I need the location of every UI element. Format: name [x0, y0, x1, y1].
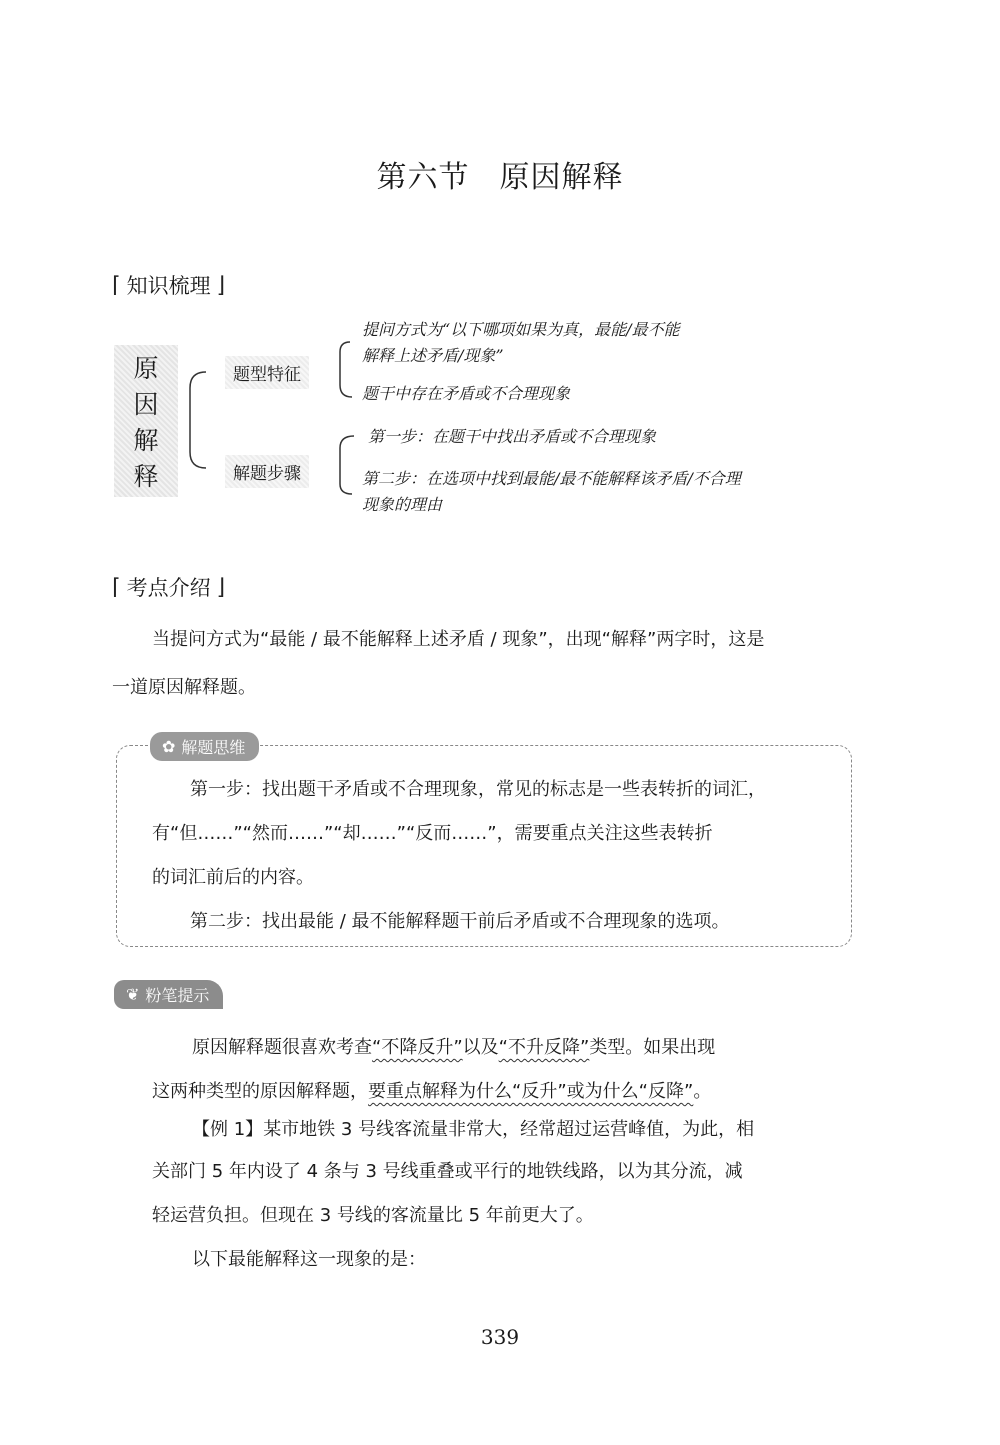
example-text: 某市地铁 3 号线客流量非常大，经常超过运营峰值，为此，相 [263, 1119, 755, 1140]
leaf-line: 提问方式为“以下哪项如果为真，最能/最不能 [362, 320, 680, 339]
example-label: 【例 1】 [192, 1119, 264, 1140]
exam-point-heading-text: 考点介绍 [126, 576, 211, 600]
mindmap-leaf-contradiction: 题干中存在矛盾或不合理现象 [362, 384, 571, 403]
mindmap-root-char: 解 [133, 426, 159, 455]
tip-line1 [192, 1028, 715, 1068]
section-number: 第六节 [376, 160, 470, 195]
exam-point-line2: 一道原因解释题。 [112, 677, 256, 698]
mindmap-root-char: 释 [133, 462, 159, 491]
thinking-tag-label: 解题思维 [181, 738, 246, 757]
exam-point-heading [112, 572, 225, 602]
mindmap-root-char: 因 [133, 390, 159, 419]
leaf-line: 解释上述矛盾/现象” [362, 346, 504, 365]
bracket-left-icon: ⌈ [112, 574, 121, 600]
example-line2: 关部门 5 年内设了 4 条与 3 号线重叠或平行的地铁线路，以为其分流，减 [152, 1161, 743, 1182]
mindmap-root-char: 原 [133, 354, 159, 383]
tip-text: 。 [693, 1081, 712, 1102]
bracket-right-icon: ⌋ [216, 272, 226, 298]
thinking-step2: 第二步：找出最能 / 最不能解释题干前后矛盾或不合理现象的选项。 [190, 911, 730, 932]
chalk-tip-tag [114, 980, 223, 1009]
leaf-line: 第二步：在选项中找到最能/最不能解释该矛盾/不合理 [362, 469, 741, 488]
sprout-icon: ❦ [126, 985, 140, 1004]
thinking-step1-line1: 第一步：找出题干矛盾或不合理现象，常见的标志是一些表转折的词汇， [190, 779, 766, 800]
thinking-step1-line2: 有“但……”“然而……”“却……”“反而……”，需要重点关注这些表转折 [152, 823, 713, 844]
mindmap-leaf-step2 [362, 466, 741, 518]
tip-line2 [152, 1072, 711, 1112]
leaf-line: 现象的理由 [362, 495, 443, 514]
knowledge-heading-text: 知识梳理 [126, 274, 211, 298]
example-line1 [192, 1110, 754, 1150]
chalk-tip-label: 粉笔提示 [145, 986, 210, 1005]
exam-point-line1: 当提问方式为“最能 / 最不能解释上述矛盾 / 现象”，出现“解释”两字时，这是 [152, 629, 765, 650]
tip-text: 这两种类型的原因解释题， [152, 1081, 368, 1102]
mindmap-root [114, 345, 178, 497]
tip-emphasis: “不升反降” [498, 1037, 590, 1058]
section-name: 原因解释 [499, 160, 624, 195]
tip-emphasis: 要重点解释为什么“反升”或为什么“反降” [368, 1081, 694, 1102]
page-number: 339 [480, 1325, 520, 1349]
tip-emphasis: “不降反升” [372, 1037, 463, 1058]
bracket-left-icon: ⌈ [112, 272, 121, 298]
mindmap-node-steps: 解题步骤 [225, 455, 309, 488]
bulb-icon: ✿ [162, 737, 176, 756]
bracket-right-icon: ⌋ [216, 574, 226, 600]
example-question: 以下最能解释这一现象的是： [192, 1249, 426, 1270]
mindmap-node-features: 题型特征 [225, 356, 309, 389]
tip-text: 类型。如果出现 [589, 1037, 716, 1058]
mindmap-leaf-step1: 第一步：在题干中找出矛盾或不合理现象 [368, 427, 657, 446]
example-line3: 轻运营负担。但现在 3 号线的客流量比 5 年前更大了。 [152, 1205, 594, 1226]
thinking-tag [150, 732, 259, 761]
mindmap-leaf-question-form [362, 317, 680, 369]
thinking-step1-line3: 的词汇前后的内容。 [152, 867, 314, 888]
tip-text: 原因解释题很喜欢考查 [192, 1037, 372, 1058]
tip-text: 以及 [462, 1037, 499, 1058]
